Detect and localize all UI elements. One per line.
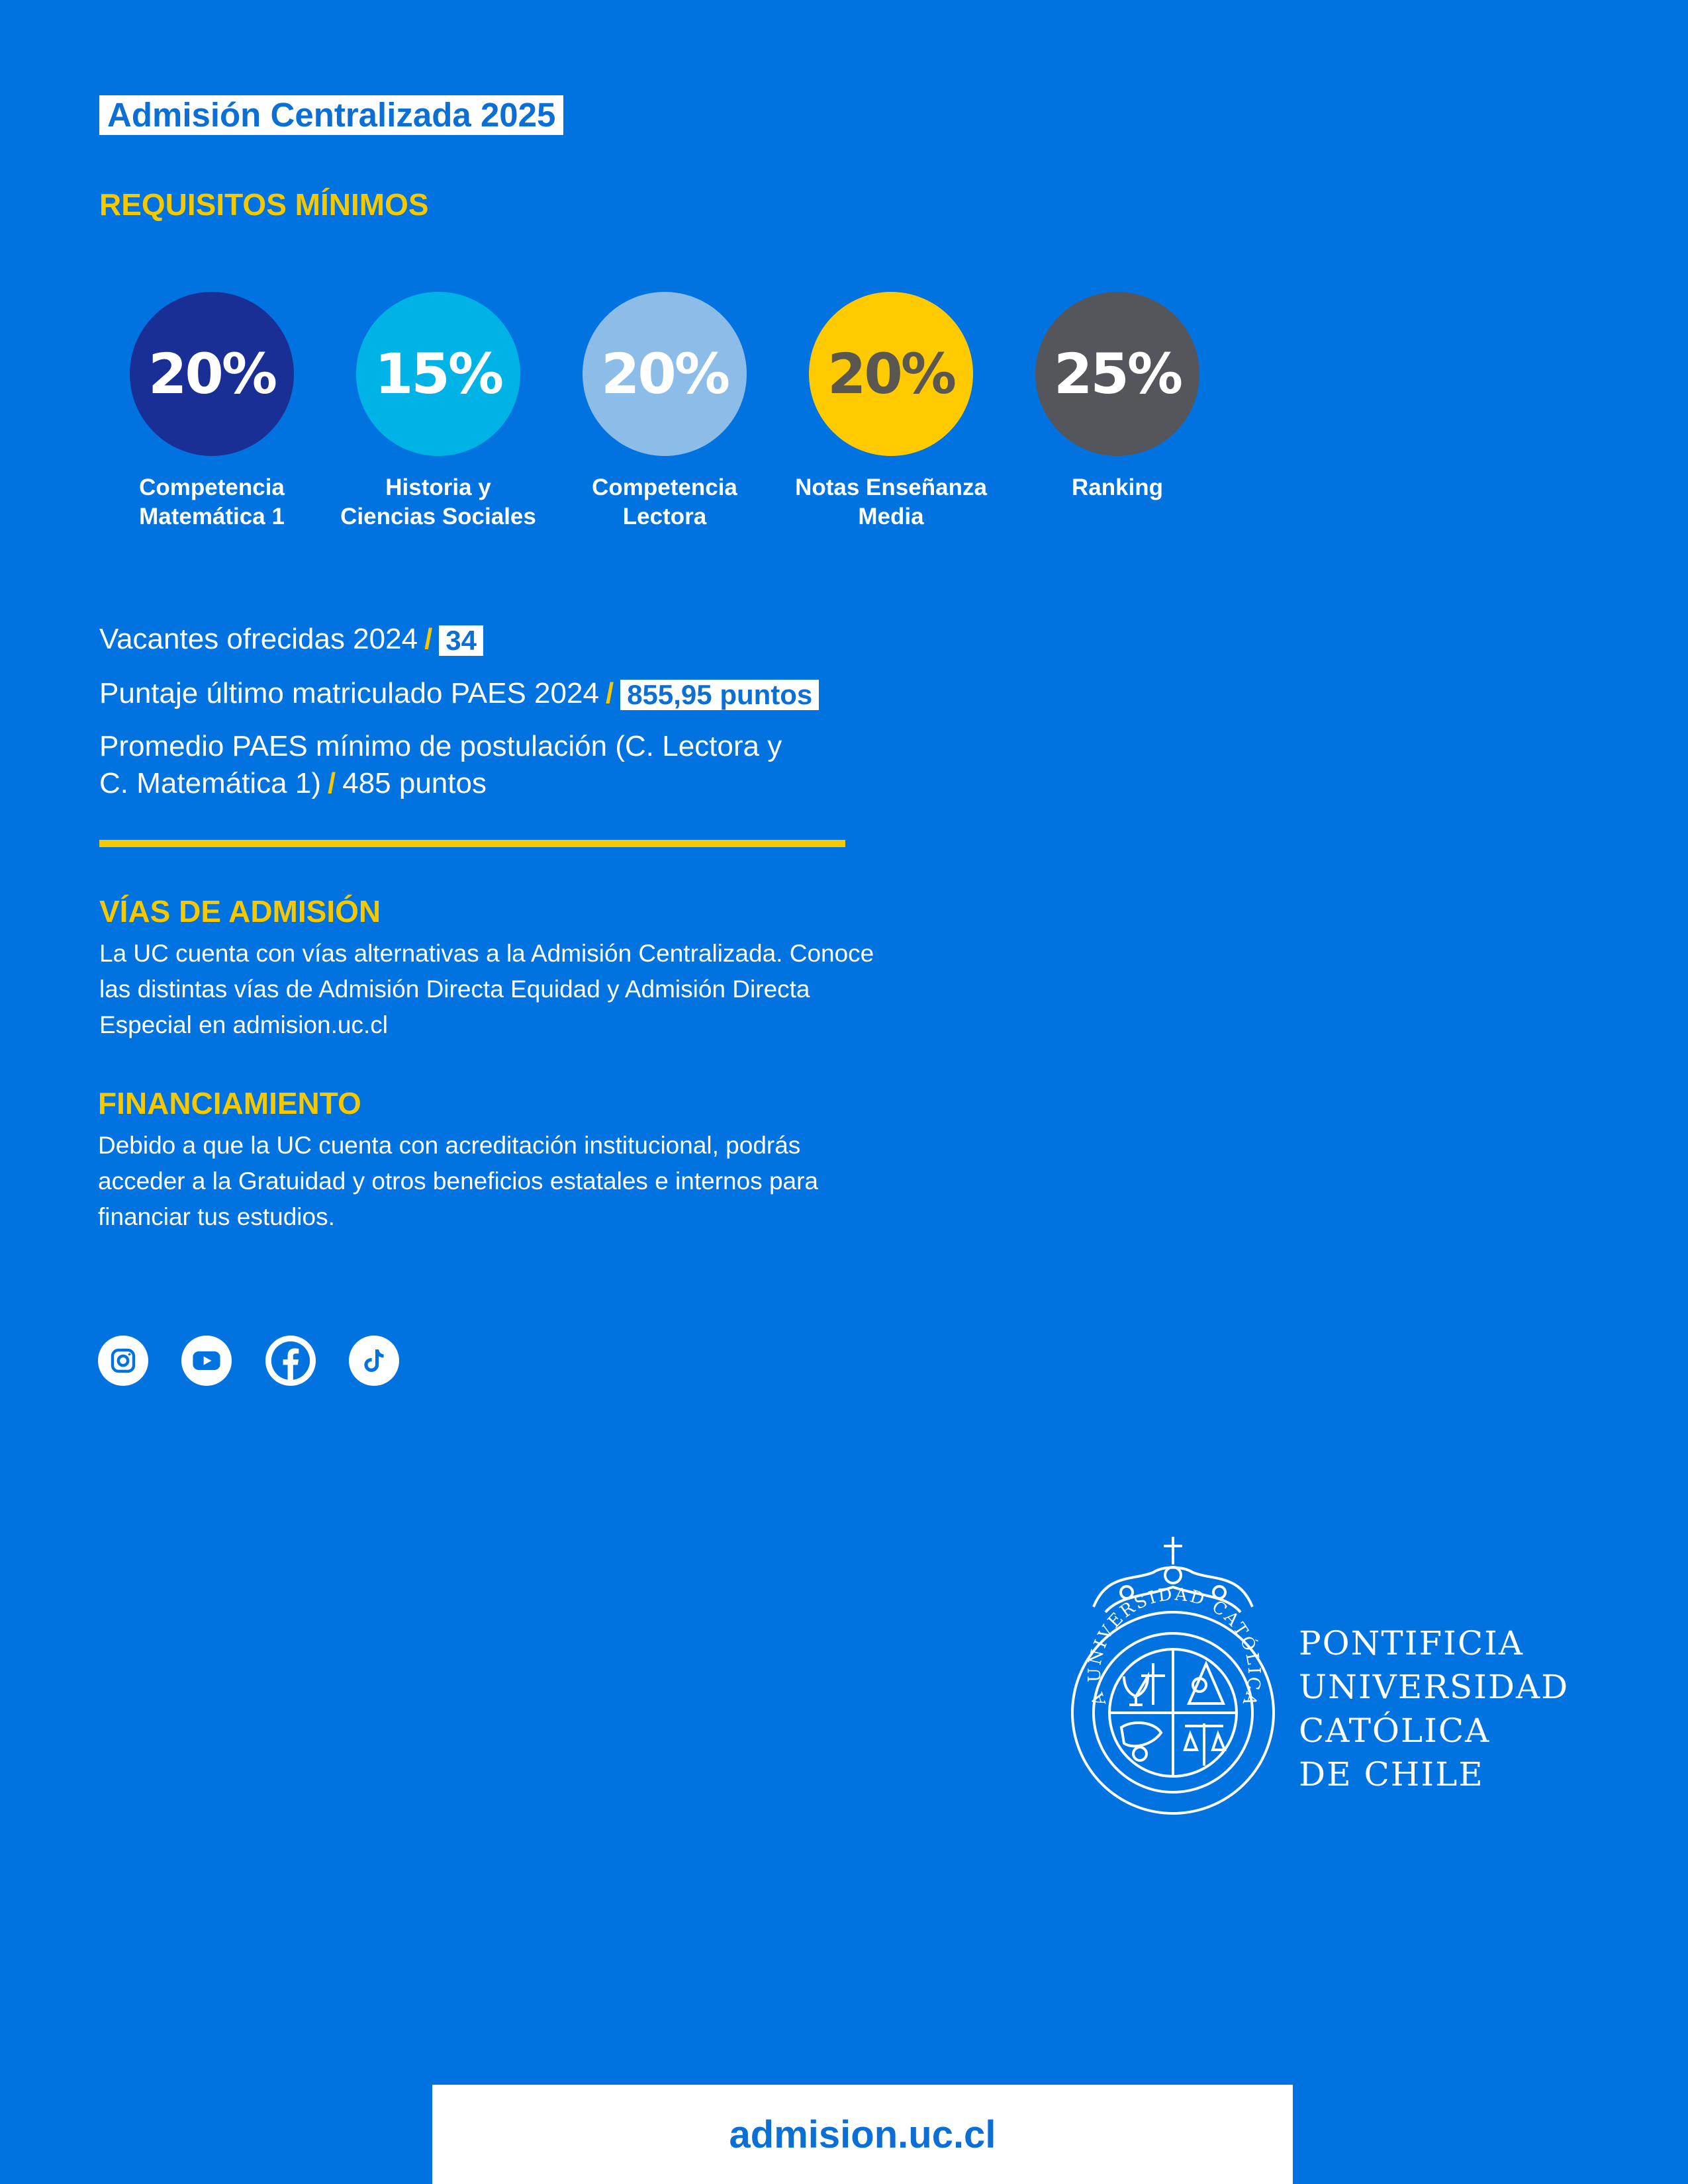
- university-seal: [1067, 1534, 1279, 1819]
- requirements-heading: REQUISITOS MÍNIMOS: [99, 187, 429, 222]
- weight-circle-ranking: [1035, 292, 1199, 456]
- weight-label-history: Historia y Ciencias Sociales: [340, 475, 536, 529]
- admission-paths-heading: VÍAS DE ADMISIÓN: [99, 894, 381, 929]
- min-average-value: 485 puntos: [342, 767, 487, 799]
- min-average-row: [99, 728, 782, 802]
- vacancies-value: 34: [439, 625, 483, 656]
- footer-url-box[interactable]: [432, 2085, 1293, 2184]
- last-score-row: [99, 675, 819, 712]
- weight-label-reading: Competencia Lectora: [592, 475, 737, 529]
- financing-text: Debido a que la UC cuenta con acreditación institucional, podrás acceder a la Gratuidad y otros beneficios estatales e internos para financiar tus estudios.: [98, 1132, 819, 1230]
- weight-label-math: Competencia Matemática 1: [139, 475, 285, 529]
- min-average-label-line2: C. Matemática 1): [99, 767, 321, 799]
- weight-circle-history: [356, 292, 520, 456]
- weight-percent: 20%: [148, 341, 276, 406]
- weight-percent: 20%: [827, 341, 955, 406]
- svg-text:PONTIFICIA UNIVERSIDAD CATÓLIC: [1067, 1534, 1264, 1709]
- slash-separator: /: [424, 623, 433, 655]
- youtube-icon[interactable]: [181, 1336, 232, 1386]
- admission-paths-text: La UC cuenta con vías alternativas a la Admisión Centralizada. Conoce las distintas vías de Admisión Directa Equidad y Admisión Directa Especial en admision.uc.cl: [99, 940, 874, 1038]
- weight-circle-reading: [583, 292, 747, 456]
- tiktok-icon[interactable]: [349, 1336, 399, 1386]
- slash-separator: /: [327, 767, 336, 799]
- weight-label-ranking: Ranking: [1071, 475, 1164, 500]
- vacancies-row: [99, 621, 483, 658]
- instagram-icon[interactable]: [98, 1336, 148, 1386]
- last-score-label: Puntaje último matriculado PAES 2024: [99, 677, 599, 709]
- weight-circle-math: [130, 292, 294, 456]
- weight-label-grades: Notas Enseñanza Media: [795, 475, 987, 529]
- weight-percent: 15%: [374, 341, 502, 406]
- financing-heading: FINANCIAMIENTO: [98, 1086, 361, 1120]
- university-name: PONTIFICIA UNIVERSIDAD CATÓLICA DE CHILE: [1299, 1624, 1570, 1794]
- slash-separator: /: [605, 677, 614, 709]
- weight-percent: 25%: [1053, 341, 1182, 406]
- facebook-icon[interactable]: [265, 1336, 316, 1386]
- last-score-value: 855,95 puntos: [620, 680, 819, 710]
- vacancies-label: Vacantes ofrecidas 2024: [99, 623, 418, 655]
- weight-circle-grades: [809, 292, 973, 456]
- seal-text: A UNIVERSIDAD CATÓLICA: [1084, 1584, 1264, 1710]
- weight-percent: 20%: [600, 341, 729, 406]
- footer-url-link[interactable]: admision.uc.cl: [729, 2113, 996, 2156]
- min-average-label-line1: Promedio PAES mínimo de postulación (C. Lectora y: [99, 730, 782, 762]
- section-divider: [99, 840, 845, 847]
- page-title: Admisión Centralizada 2025: [99, 95, 563, 135]
